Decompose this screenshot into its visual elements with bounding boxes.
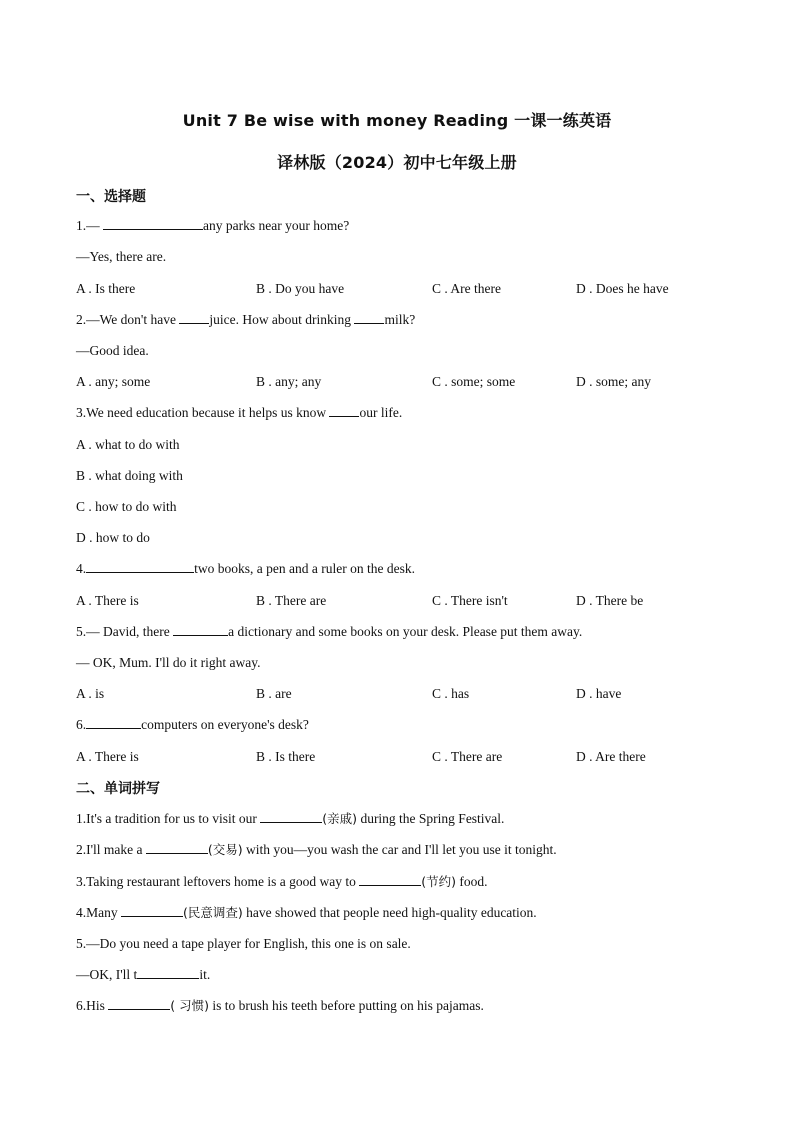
answer-blank[interactable] [86, 560, 194, 573]
q3-option-d[interactable]: D . how to do [76, 530, 150, 545]
answer-blank[interactable] [108, 997, 170, 1010]
answer-blank[interactable] [86, 716, 141, 729]
section-heading-spelling: 二、单词拼写 [76, 781, 160, 797]
spelling-1: 1.It's a tradition for us to visit our (亲戚) during the Spring Festival. [76, 811, 505, 826]
spelling-6: 6.His ( 习惯) is to brush his teeth before putting on his pajamas. [76, 998, 484, 1013]
answer-blank[interactable] [137, 966, 199, 979]
question-5-reply: — OK, Mum. I'll do it right away. [76, 655, 261, 670]
question-6: 6. computers on everyone's desk? [76, 717, 309, 732]
answer-blank[interactable] [359, 873, 421, 886]
spelling-4: 4.Many (民意调查) have showed that people need high-quality education. [76, 905, 537, 920]
document-subtitle: 译林版（2024）初中七年级上册 [277, 153, 517, 172]
q1-option-a[interactable]: A . Is there [76, 281, 136, 296]
q6-option-a[interactable]: A . There is [76, 749, 139, 764]
question-1-reply: —Yes, there are. [76, 249, 167, 264]
q1-option-c[interactable]: C . Are there [432, 281, 501, 296]
answer-blank[interactable] [354, 311, 384, 324]
spelling-3: 3.Taking restaurant leftovers home is a good way to (节约) food. [76, 874, 488, 889]
document-title: Unit 7 Be wise with money Reading 一课一练英语 [182, 111, 612, 130]
q6-option-c[interactable]: C . There are [432, 749, 503, 764]
answer-blank[interactable] [329, 404, 359, 417]
answer-blank[interactable] [121, 904, 183, 917]
q4-option-d[interactable]: D . There be [576, 593, 644, 608]
question-2: 2.—We don't have juice. How about drinking milk? [76, 312, 416, 327]
q5-option-b[interactable]: B . are [256, 686, 292, 701]
spelling-5: 5.—Do you need a tape player for English, this one is on sale. [76, 936, 411, 951]
question-3: 3.We need education because it helps us know our life. [76, 405, 403, 420]
q2-option-d[interactable]: D . some; any [576, 374, 651, 389]
q3-option-c[interactable]: C . how to do with [76, 499, 177, 514]
q6-option-b[interactable]: B . Is there [256, 749, 316, 764]
question-1: 1.— any parks near your home? [76, 218, 350, 233]
q3-option-b[interactable]: B . what doing with [76, 468, 183, 483]
q3-option-a[interactable]: A . what to do with [76, 437, 180, 452]
q1-option-b[interactable]: B . Do you have [256, 281, 345, 296]
q2-option-c[interactable]: C . some; some [432, 374, 516, 389]
question-5: 5.— David, there a dictionary and some books on your desk. Please put them away. [76, 624, 583, 639]
section-heading-multiple-choice: 一、选择题 [76, 189, 146, 205]
q5-option-c[interactable]: C . has [432, 686, 470, 701]
q6-option-d[interactable]: D . Are there [576, 749, 646, 764]
q2-option-a[interactable]: A . any; some [76, 374, 151, 389]
answer-blank[interactable] [179, 311, 209, 324]
question-4: 4. two books, a pen and a ruler on the desk. [76, 561, 415, 576]
answer-blank[interactable] [260, 810, 322, 823]
spelling-5-reply: —OK, I'll t it. [76, 967, 211, 982]
question-2-reply: —Good idea. [76, 343, 149, 358]
answer-blank[interactable] [173, 623, 228, 636]
q1-option-d[interactable]: D . Does he have [576, 281, 669, 296]
q4-option-b[interactable]: B . There are [256, 593, 327, 608]
answer-blank[interactable] [146, 841, 208, 854]
q4-option-a[interactable]: A . There is [76, 593, 139, 608]
q5-option-a[interactable]: A . is [76, 686, 105, 701]
answer-blank[interactable] [103, 217, 203, 230]
q2-option-b[interactable]: B . any; any [256, 374, 322, 389]
q4-option-c[interactable]: C . There isn't [432, 593, 508, 608]
spelling-2: 2.I'll make a (交易) with you—you wash the car and I'll let you use it tonight. [76, 842, 557, 857]
q5-option-d[interactable]: D . have [576, 686, 622, 701]
